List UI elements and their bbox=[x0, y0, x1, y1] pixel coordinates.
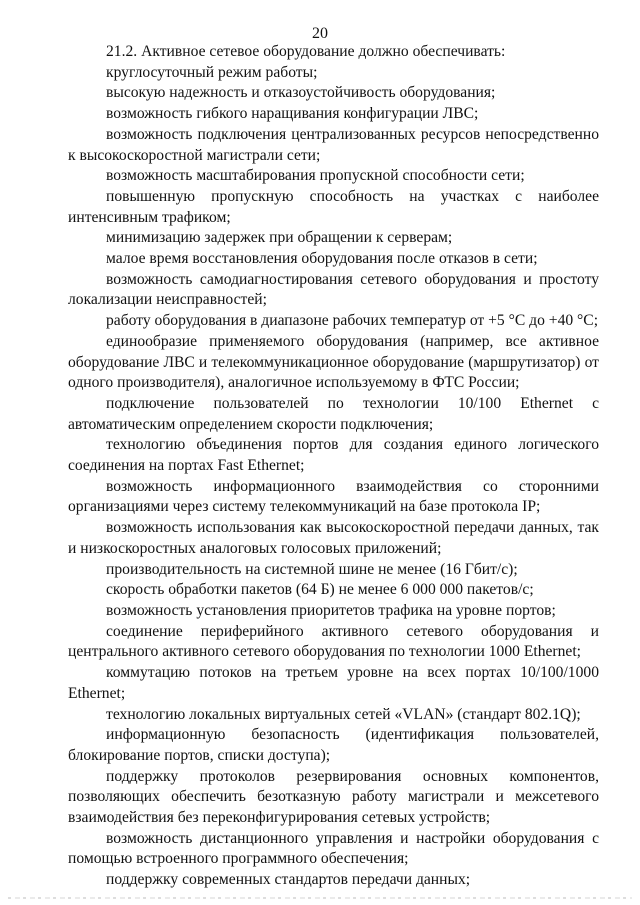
paragraph: возможность масштабирования пропускной способности сети; bbox=[106, 167, 525, 185]
paragraph: возможность самодиагностирования сетевого оборудования и простоту локализации неисправностей; bbox=[68, 270, 599, 309]
paragraph: высокую надежность и отказоустойчивость оборудования; bbox=[106, 84, 496, 102]
paragraph: малое время восстановления оборудования после отказов в сети; bbox=[106, 250, 538, 268]
paragraph: производительность на системной шине не менее (16 Гбит/с); bbox=[106, 560, 518, 578]
paragraph: возможность дистанционного управления и настройки оборудования с помощью встроенного программного обеспечения; bbox=[68, 829, 599, 868]
paragraph: работу оборудования в диапазоне рабочих температур от +5 °С до +40 °С; bbox=[106, 312, 599, 330]
paragraph: возможность гибкого наращивания конфигурации ЛВС; bbox=[106, 105, 479, 123]
paragraph: возможность установления приоритетов трафика на уровне портов; bbox=[106, 601, 556, 619]
paragraph: скорость обработки пакетов (64 Б) не менее 6 000 000 пакетов/с; bbox=[106, 581, 534, 599]
paragraph: круглосуточный режим работы; bbox=[106, 63, 318, 81]
paragraph: поддержку протоколов резервирования основных компонентов, позволяющих обеспечить безотказную работу магистрали и межсетевого взаимодействия без переконфигурирования сетевых устройств; bbox=[68, 767, 599, 827]
paragraph: поддержку современных стандартов передачи данных; bbox=[106, 871, 471, 889]
paragraph: повышенную пропускную способность на участках с наиболее интенсивным трафиком; bbox=[68, 187, 599, 226]
paragraph: информационную безопасность (идентификация пользователей, блокирование портов, списки доступа); bbox=[68, 726, 599, 764]
paragraph: минимизацию задержек при обращении к серверам; bbox=[106, 229, 453, 247]
paragraph: возможность информационного взаимодействия со сторонними организациями через систему телекоммуникаций на базе протокола IP; bbox=[68, 477, 599, 516]
paragraph: единообразие применяемого оборудования (например, все активное оборудование ЛВС и телекоммуникационное оборудование (маршрутизатор) от одного производителя), аналогичное используемому в ФТС России; bbox=[68, 332, 599, 392]
paragraph: коммутацию потоков на третьем уровне на всех портах 10/100/1000 Ethernet; bbox=[68, 664, 599, 702]
paragraph: технологию локальных виртуальных сетей «VLAN» (стандарт 802.1Q); bbox=[106, 705, 581, 723]
document-body bbox=[68, 42, 599, 891]
paragraph: возможность использования как высокоскоростной передачи данных, так и низкоскоростных аналоговых голосовых приложений; bbox=[68, 519, 599, 557]
paragraph: технологию объединения портов для создания единого логического соединения на портах Fast Ethernet; bbox=[68, 436, 599, 475]
paragraph: подключение пользователей по технологии 10/100 Ethernet с автоматическим определением скорости подключения; bbox=[68, 394, 599, 433]
paragraph: соединение периферийного активного сетевого оборудования и центрального активного сетевого оборудования по технологии 1000 Ethernet; bbox=[68, 622, 599, 661]
paragraph: возможность подключения централизованных ресурсов непосредственно к высокоскоростной магистрали сети; bbox=[68, 125, 599, 164]
page-number: 20 bbox=[312, 25, 328, 42]
scan-edge-artifact bbox=[8, 897, 632, 899]
paragraph: 21.2. Активное сетевое оборудование должно обеспечивать: bbox=[106, 43, 506, 60]
